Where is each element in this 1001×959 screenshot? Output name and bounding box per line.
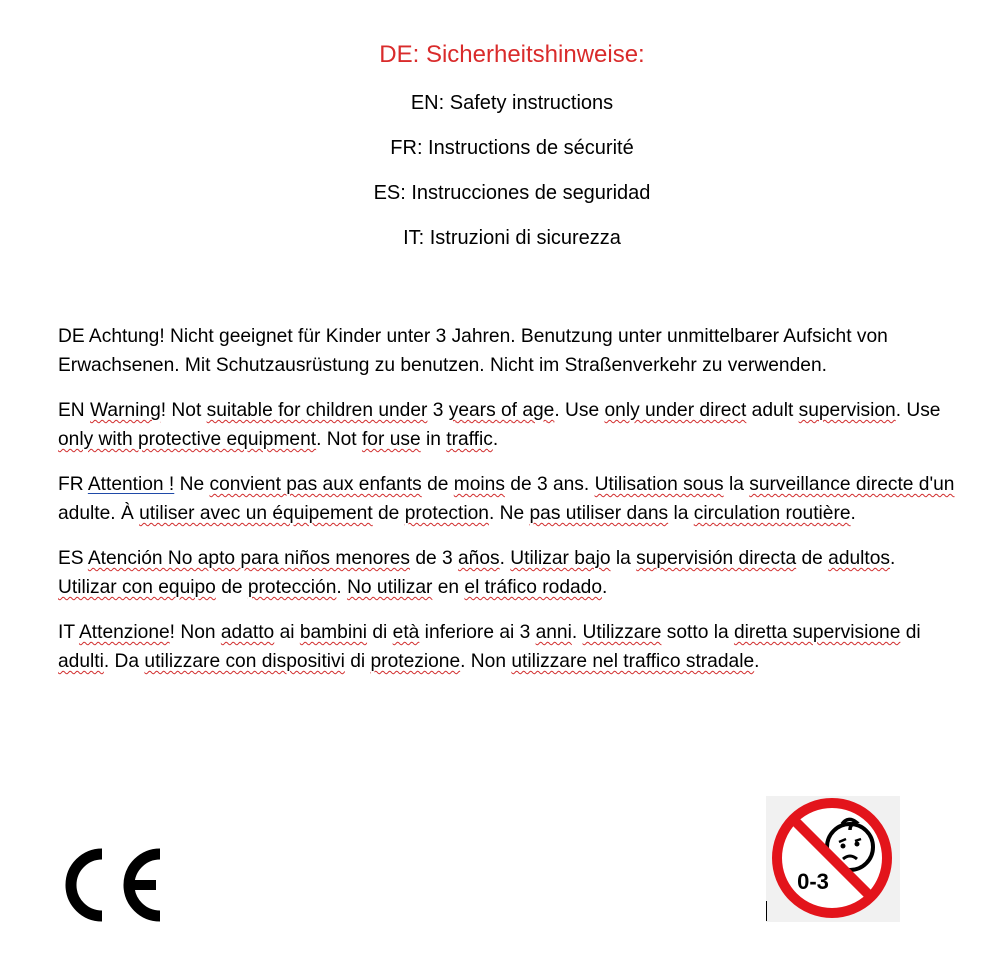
text-segment: anni bbox=[535, 622, 572, 643]
text-segment: Warning bbox=[90, 400, 161, 421]
paragraph-it bbox=[58, 618, 958, 676]
text-segment: Atención No apto para niños menores bbox=[87, 548, 410, 569]
text-segment: . bbox=[492, 429, 499, 450]
text-segment: . bbox=[571, 622, 583, 643]
text-segment: . bbox=[602, 577, 608, 598]
text-segment: . bbox=[336, 577, 348, 598]
text-segment: only with protective equipment bbox=[58, 429, 317, 450]
text-segment: suitable for children under bbox=[206, 400, 428, 421]
text-segment: . Da bbox=[103, 651, 145, 672]
text-segment: Utilisation sous bbox=[594, 474, 724, 495]
text-segment: adult bbox=[746, 400, 799, 421]
text-segment: . bbox=[850, 503, 856, 524]
age-warning-label: 0-3 bbox=[797, 869, 829, 894]
text-segment: utiliser avec un équipement bbox=[139, 503, 373, 524]
text-segment: FR bbox=[58, 474, 88, 495]
text-segment: . Ne bbox=[488, 503, 530, 524]
text-segment: ! Not bbox=[160, 400, 207, 421]
paragraph-en bbox=[58, 396, 958, 454]
text-segment: . Use bbox=[895, 400, 941, 421]
text-segment: adulti bbox=[58, 651, 104, 672]
text-segment: moins bbox=[453, 474, 505, 495]
text-segment: la bbox=[610, 548, 637, 569]
text-segment: en bbox=[432, 577, 465, 598]
text-segment: IT bbox=[58, 622, 79, 643]
heading-en: EN: Safety instructions bbox=[410, 92, 614, 114]
text-segment: ES bbox=[58, 548, 88, 569]
text-segment: de 3 bbox=[410, 548, 459, 569]
text-segment: età bbox=[392, 622, 420, 643]
text-segment: EN bbox=[58, 400, 90, 421]
text-segment: in bbox=[420, 429, 447, 450]
text-segment: Utilizzare bbox=[582, 622, 662, 643]
text-segment: No utilizar bbox=[347, 577, 433, 598]
text-segment: de bbox=[215, 577, 248, 598]
heading-fr: FR: Instructions de sécurité bbox=[390, 137, 634, 159]
text-segment: Attenzione bbox=[78, 622, 170, 643]
text-segment: utilizzare con dispositivi bbox=[144, 651, 345, 672]
text-segment: . Not bbox=[316, 429, 362, 450]
text-segment: la bbox=[668, 503, 694, 524]
text-segment: supervision bbox=[798, 400, 896, 421]
headings-block bbox=[0, 38, 1001, 268]
ce-mark-icon bbox=[58, 848, 164, 922]
text-segment: diretta supervisione bbox=[733, 622, 901, 643]
text-segment: 3 bbox=[427, 400, 449, 421]
text-segment: supervisión directa bbox=[636, 548, 797, 569]
text-segment: años bbox=[458, 548, 500, 569]
text-segment: de bbox=[421, 474, 454, 495]
text-segment: . Use bbox=[554, 400, 605, 421]
text-segment: Utilizar bajo bbox=[510, 548, 611, 569]
text-segment: years of age bbox=[448, 400, 555, 421]
text-segment: utilizzare nel traffico stradale bbox=[511, 651, 755, 672]
text-segment: convient pas aux enfants bbox=[209, 474, 422, 495]
text-segment: . bbox=[499, 548, 511, 569]
text-segment: . Non bbox=[460, 651, 512, 672]
paragraph-es bbox=[58, 544, 958, 602]
text-segment: di bbox=[367, 622, 393, 643]
paragraph-de: DE Achtung! Nicht geeignet für Kinder unter 3 Jahren. Benutzung unter unmittelbarer Aufsicht von Erwachsenen. Mit Schutzausrüstung zu benutzen. Nicht im Straßenverkehr zu verwenden. bbox=[58, 326, 888, 376]
no-children-under-3-icon bbox=[766, 796, 900, 922]
text-segment: protección bbox=[247, 577, 337, 598]
text-segment: de bbox=[372, 503, 405, 524]
text-segment: . bbox=[754, 651, 760, 672]
text-segment: only under direct bbox=[604, 400, 747, 421]
text-segment: sotto la bbox=[661, 622, 734, 643]
paragraph-fr bbox=[58, 470, 958, 528]
text-segment: bambini bbox=[299, 622, 368, 643]
text-segment: el tráfico rodado bbox=[464, 577, 602, 598]
text-segment: for use bbox=[361, 429, 421, 450]
text-cursor bbox=[766, 901, 767, 921]
text-segment: protection bbox=[404, 503, 489, 524]
text-segment: surveillance directe d'un bbox=[749, 474, 955, 495]
safety-text bbox=[58, 322, 958, 692]
text-segment: circulation routière bbox=[693, 503, 851, 524]
text-segment: Attention ! bbox=[87, 474, 175, 495]
text-segment: protezione bbox=[370, 651, 461, 672]
heading-it: IT: Istruzioni di sicurezza bbox=[403, 227, 621, 249]
text-segment: adultos bbox=[828, 548, 891, 569]
text-segment: ai bbox=[274, 622, 300, 643]
text-segment: la bbox=[723, 474, 750, 495]
text-segment: Ne bbox=[174, 474, 210, 495]
text-segment: inferiore ai 3 bbox=[419, 622, 536, 643]
text-segment: traffic bbox=[446, 429, 493, 450]
text-segment: de 3 ans. bbox=[504, 474, 595, 495]
text-segment: adulte. À bbox=[58, 503, 140, 524]
heading-de: DE: Sicherheitshinweise: bbox=[379, 41, 645, 68]
text-segment: . bbox=[890, 548, 896, 569]
text-segment: pas utiliser dans bbox=[529, 503, 669, 524]
text-segment: di bbox=[344, 651, 371, 672]
text-segment: ! Non bbox=[169, 622, 221, 643]
text-segment: di bbox=[900, 622, 921, 643]
text-segment: Utilizar con equipo bbox=[58, 577, 216, 598]
heading-es: ES: Instrucciones de seguridad bbox=[373, 182, 651, 204]
text-segment: adatto bbox=[220, 622, 275, 643]
text-segment: de bbox=[796, 548, 829, 569]
